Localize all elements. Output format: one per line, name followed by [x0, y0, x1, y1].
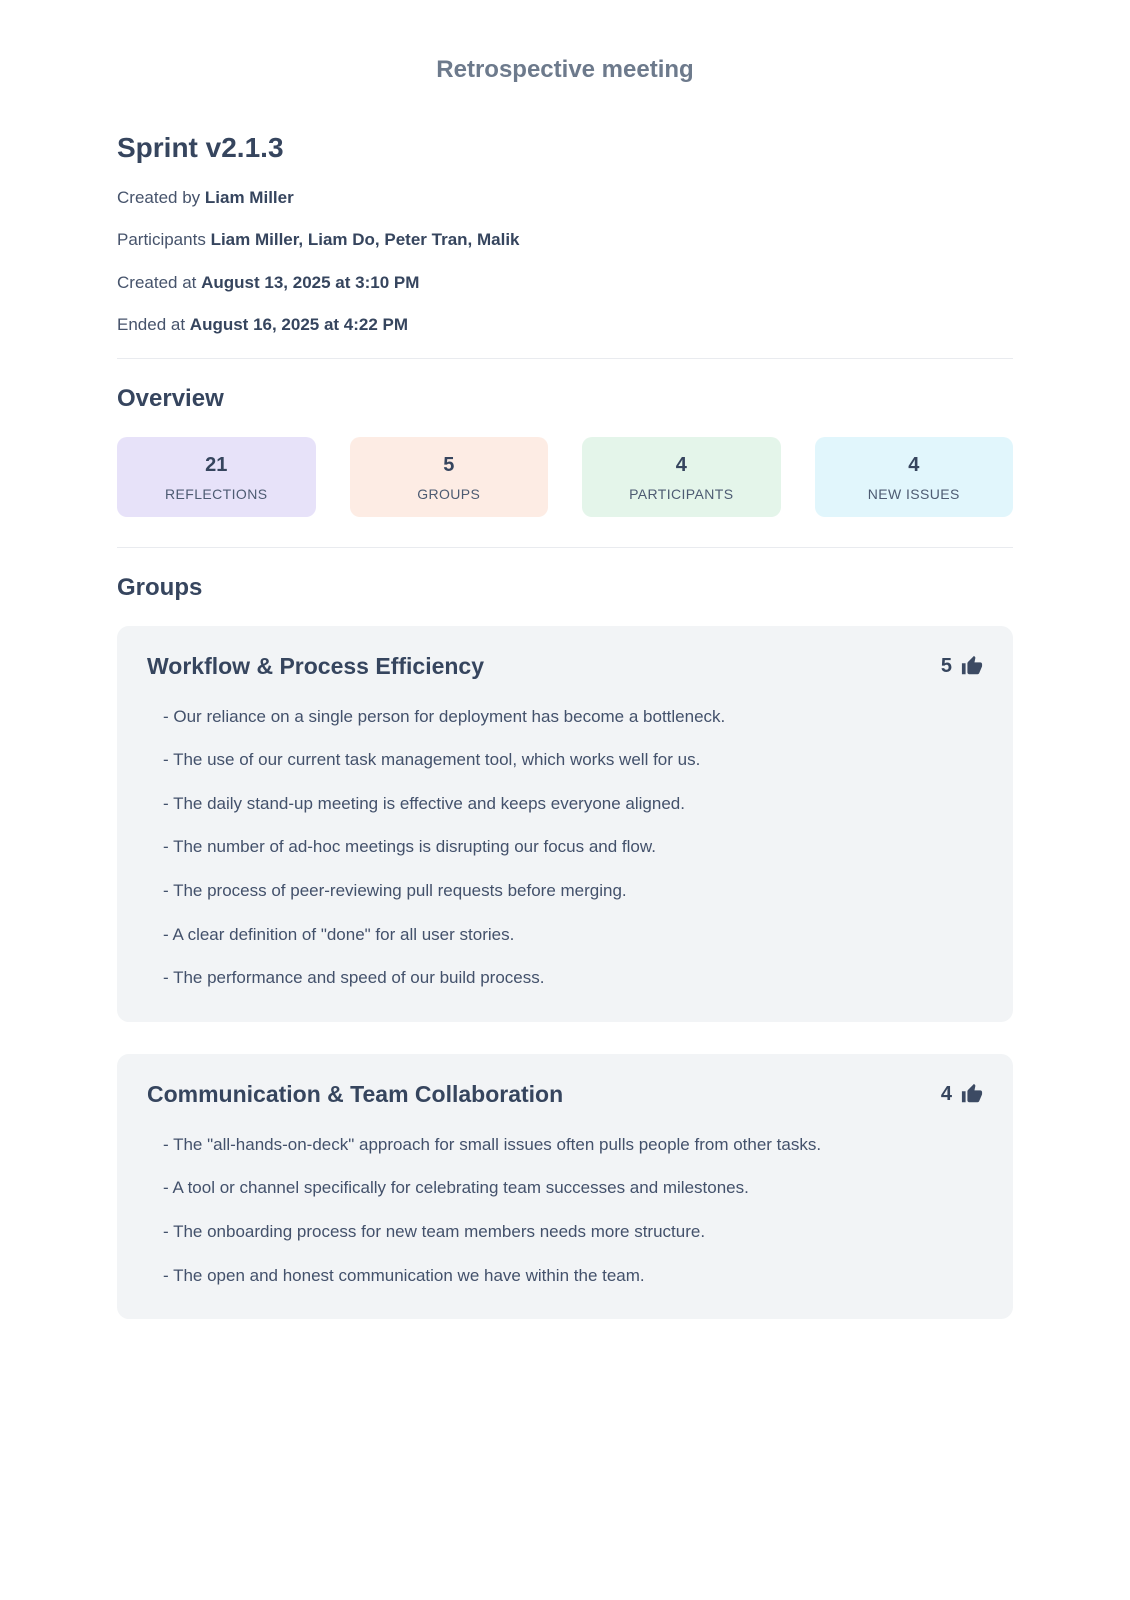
- section-divider: [117, 358, 1013, 359]
- group-point: - The number of ad-hoc meetings is disrupting our focus and flow.: [163, 837, 656, 857]
- meta-participants: [117, 230, 1013, 250]
- meta-value: Liam Miller: [204, 188, 294, 207]
- stat-card-reflections: [117, 437, 316, 517]
- group-title: Communication & Team Collaboration: [147, 1080, 564, 1107]
- groups-heading: Groups: [117, 573, 203, 601]
- meta-label: Ended at: [117, 315, 186, 335]
- meta-label: Created at: [117, 272, 197, 292]
- stat-label: GROUPS: [417, 485, 481, 502]
- thumb-up-icon: [961, 1083, 983, 1105]
- vote-count: 4: [940, 1082, 952, 1105]
- stat-value: 4: [908, 453, 920, 476]
- meta-label: Created by: [117, 188, 201, 207]
- group-header: [147, 653, 983, 680]
- group-point: - The performance and speed of our build process.: [163, 968, 545, 988]
- overview-heading: Overview: [117, 384, 224, 412]
- meta-ended-at: [117, 315, 1013, 335]
- stats-row: [117, 437, 1013, 517]
- vote-badge[interactable]: [941, 1083, 983, 1106]
- report-container: [87, 0, 1043, 1391]
- group-header: [147, 1081, 983, 1108]
- stat-label: PARTICIPANTS: [629, 485, 734, 502]
- group-card: [117, 1054, 1013, 1319]
- group-point: - The daily stand-up meeting is effective and keeps everyone aligned.: [163, 793, 685, 813]
- group-card: [117, 626, 1013, 1022]
- stat-label: REFLECTIONS: [165, 485, 268, 502]
- group-point: - The "all-hands-on-deck" approach for small issues often pulls people from other tasks.: [163, 1134, 822, 1154]
- meta-value: August 16, 2025 at 4:22 PM: [189, 315, 409, 335]
- group-point: - The use of our current task management tool, which works well for us.: [163, 750, 701, 770]
- stat-label: NEW ISSUES: [867, 485, 960, 502]
- group-point: - A tool or channel specifically for celebrating team successes and milestones.: [163, 1178, 749, 1198]
- meta-created-at: [117, 273, 1013, 293]
- group-points: [147, 702, 983, 994]
- group-points: [147, 1130, 983, 1291]
- vote-count: 5: [940, 654, 952, 677]
- group-title: Workflow & Process Efficiency: [147, 652, 485, 679]
- meta-created-by: [117, 188, 1013, 208]
- overview-section: [117, 385, 1013, 517]
- stat-card-new-issues: [815, 437, 1014, 517]
- stat-card-groups: [350, 437, 549, 517]
- vote-badge[interactable]: [941, 655, 983, 678]
- stat-card-participants: [582, 437, 781, 517]
- meta-label: Participants: [117, 230, 206, 250]
- stat-value: 5: [443, 453, 455, 476]
- group-point: - The open and honest communication we have within the team.: [163, 1265, 645, 1285]
- stat-value: 4: [675, 453, 687, 476]
- meeting-name: Sprint v2.1.3: [117, 132, 284, 163]
- meta-value: August 13, 2025 at 3:10 PM: [201, 272, 420, 292]
- stat-value: 21: [205, 453, 228, 476]
- group-point: - The process of peer-reviewing pull requests before merging.: [163, 880, 627, 900]
- meta-value: Liam Miller, Liam Do, Peter Tran, Malik: [210, 230, 520, 250]
- meeting-header: [117, 132, 1013, 336]
- group-point: - A clear definition of "done" for all user stories.: [163, 924, 515, 944]
- groups-section: [117, 574, 1013, 1320]
- group-point: - Our reliance on a single person for deployment has become a bottleneck.: [163, 706, 726, 726]
- group-point: - The onboarding process for new team members needs more structure.: [163, 1221, 706, 1241]
- thumb-up-icon: [961, 655, 983, 677]
- page-title: Retrospective meeting: [436, 56, 694, 83]
- section-divider: [117, 547, 1013, 548]
